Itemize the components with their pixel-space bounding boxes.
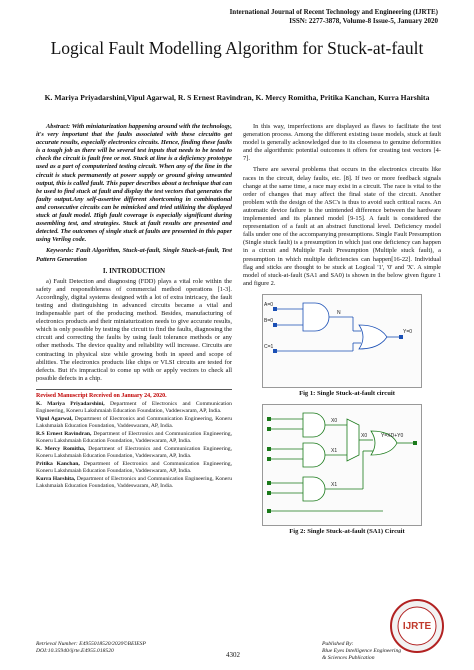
intro-paragraph: a) Fault Detection and diagnosing (FDD) plays a vital role within the safety and responsibleness of commercial method operations [1-3]. Accordingly, digital systems designed with a lot of extra intricacy, the fault testing and distinguishing in advanced circuits became a vital and indispensable part of the producing method. Besides, manufacturing of electronics products and their miniaturization needs to give accurate results, which is only possible by testing the circuit to find the faults, diagnosing the circuit and correcting the faults by using fault tolerance methods or any other methods. The device quality and reliability will increase. Circuits are contracting in physical size while growing both in speed and scope of abilities. The electronics products like chips or VLSI circuits are tested for defects. But it's impractical to come up with or apply vectors to check all possible defects in a chip.	[36, 277, 232, 382]
ijrte-logo	[389, 598, 445, 654]
affiliation-text: Department of Electronics and Communication Engineering, Koneru Lakshmaiah Education Foundation, Vaddeswaram, AP, India.	[36, 446, 232, 459]
abstract	[36, 123, 232, 244]
manuscript-info	[36, 389, 232, 490]
affiliation-6	[36, 476, 232, 490]
input-c-label: C=1	[264, 343, 274, 350]
journal-header	[230, 8, 438, 25]
figure-1-circuit	[262, 294, 422, 388]
affiliation-name: Pritika Kanchan,	[36, 461, 80, 467]
abstract-label: Abstract:	[46, 123, 71, 130]
affiliation-3	[36, 431, 232, 445]
affiliation-text: Department of Electronics and Communication Engineering, Koneru Lakshmaiah Education Foundation, Vaddeswaram, AP, India.	[36, 476, 232, 489]
affiliation-1	[36, 401, 232, 415]
affiliation-name: Vipul Agarwal,	[36, 416, 73, 422]
right-column	[243, 123, 441, 539]
node-label: X0	[361, 432, 368, 439]
revised-date: Revised Manuscript Received on January 24, 2020.	[36, 392, 167, 399]
input-a-label: A=0	[264, 301, 274, 308]
keywords-text: Fault Algorithm, Stuck-at-fault, Single Stuck-at-fault, Test Pattern Generation	[36, 247, 232, 263]
body-paragraph: In this way, imperfections are displayed as flaws to facilitate the test generation process. Among the different existing issue models, stuck at fault model is generally acknowledged due to its closeness to genuine deformities and the algorithmic potential outcomes it offers for creating test vectors [4-7].	[243, 123, 441, 163]
figure-1-caption: Fig 1: Single Stuck-at-fault circuit	[299, 389, 395, 397]
divider	[36, 389, 232, 390]
doi: DOI:10.35940/ijrte.E4955.018520	[36, 648, 114, 654]
circuit-diagram-2	[263, 405, 421, 525]
circuit-diagram-1	[263, 295, 421, 387]
node-label: X0	[331, 417, 338, 424]
affiliation-name: K. Mercy Romitha,	[36, 446, 86, 452]
node-label: X1	[331, 481, 338, 488]
footer-retrieval	[36, 641, 146, 655]
journal-issn: ISSN: 2277-3878, Volume-8 Issue-5, January 2020	[289, 16, 438, 25]
figure-2-caption: Fig 2: Single Stuck-at-fault (SA1) Circuit	[289, 527, 405, 535]
affiliation-text: Department of Electronics and Communication Engineering, Koneru Lakshmaiah Education Foundation, Vaddeswaram, AP, India.	[36, 461, 232, 474]
output-label: Y=XD+Y0	[381, 432, 404, 439]
output-label: Y=0	[403, 328, 413, 335]
published-by: Published By:	[322, 641, 354, 647]
keywords-label: Keywords:	[46, 247, 74, 255]
affiliation-text: Department of Electronics and Communication Engineering, Koneru Lakshmaiah Education Foundation, Vaddeswaram, AP, India.	[36, 401, 232, 414]
node-label: N	[337, 309, 341, 316]
affiliation-name: R.S Ernest Ravindran,	[36, 431, 92, 437]
body-paragraph: There are several problems that occurs in the electronics circuits like races in the circuit, delay faults, etc. [8]. If two or more feedback signals change at the same time, a race may exist in a circuit. The race is vital to the order of changes that may affect the final state of the circuit. Another problem with the design of the ASC's is thus to avoid such critical races. An automatic device failure is the unintended difference between the hardware implemented and its planned model [9-15]. A fault is considered the representation of a fault at an abstract functional level. Deficiency model falls under one of the accompanying presumptions. Single Fault Presumption (Single stuck fault) is a presumption in which just one deficiency can happen in a circuit and Multiple Fault Presumption (Multiple stuck fault), a presumption in which multiple deficiencies can happen[16-22]. Individual flag and sticks are thought to be stuck at Logical '1', '0' and 'X'. A simple model of stuck-at-fault (SA1 and SA0) is shown in the below given figure 1 and figure 2.	[243, 166, 441, 287]
affiliation-name: K. Mariya Priyadarshini,	[36, 401, 105, 407]
publisher-line-2: & Sciences Publication	[322, 655, 375, 661]
node-label: X1	[331, 447, 338, 454]
affiliation-name: Kurra Harshita,	[36, 476, 76, 482]
page-number: 4302	[226, 651, 240, 659]
section-heading-introduction: I. INTRODUCTION	[102, 266, 166, 275]
publisher-line-1: Blue Eyes Intelligence Engineering	[322, 648, 402, 654]
affiliation-4	[36, 446, 232, 460]
figure-2-circuit	[262, 404, 422, 526]
retrieval-number: Retrieval Number: E4955018520/2020©BEIESP	[36, 641, 146, 647]
affiliation-text: Department of Electronics and Communication Engineering, Koneru Lakshmaiah Education Foundation, Vaddeswaram, AP, India.	[36, 416, 232, 429]
left-column	[36, 123, 232, 491]
logo-text: IJRTE	[402, 621, 432, 632]
affiliation-2	[36, 416, 232, 430]
abstract-text: With miniaturization happening around with the technology, it's very important that the faults associated with these circuitto get accurate results, especially electronics circuits. Hence, finding these faults is a tough job as there will be several test inputs that needs to be tested to check the circuit is fault free or not. Stuck at line is a deficiency prototype used as a part of computerized testing circuit. When any of the line in the circuit is stuck permanently at power supply or ground giving unwanted output, this is called fault. This paper describes about a technique that can be used to find stuck at fault and display the test vectors that generates the faulty output.Any self-assertive different shortcoming in combinational and consecutive circuits can be mimicked and tried utilizing the displayed stuck at fault model. High fault coverage is especially significant during assembling test, and strategies. Stuck at fault results are presented and detected. The outcomes of single stuck at faults are presented in this paper using Verilog code.	[36, 123, 233, 244]
paper-title: Logical Fault Modelling Algorithm for Stuck-at-fault	[50, 38, 424, 58]
author-list: K. Mariya Priyadarshini,Vipul Agarwal, R. S Ernest Ravindran, K. Mercy Romitha, Pritika Kanchan, Kurra Harshita	[44, 93, 430, 102]
keywords	[36, 247, 232, 263]
input-b-label: B=0	[264, 317, 274, 324]
journal-name: International Journal of Recent Technology and Engineering (IJRTE)	[229, 8, 438, 16]
affiliation-5	[36, 461, 232, 475]
affiliation-text: Department of Electronics and Communication Engineering, Koneru Lakshmaiah Education Foundation, Vaddeswaram, AP, India.	[36, 431, 232, 444]
